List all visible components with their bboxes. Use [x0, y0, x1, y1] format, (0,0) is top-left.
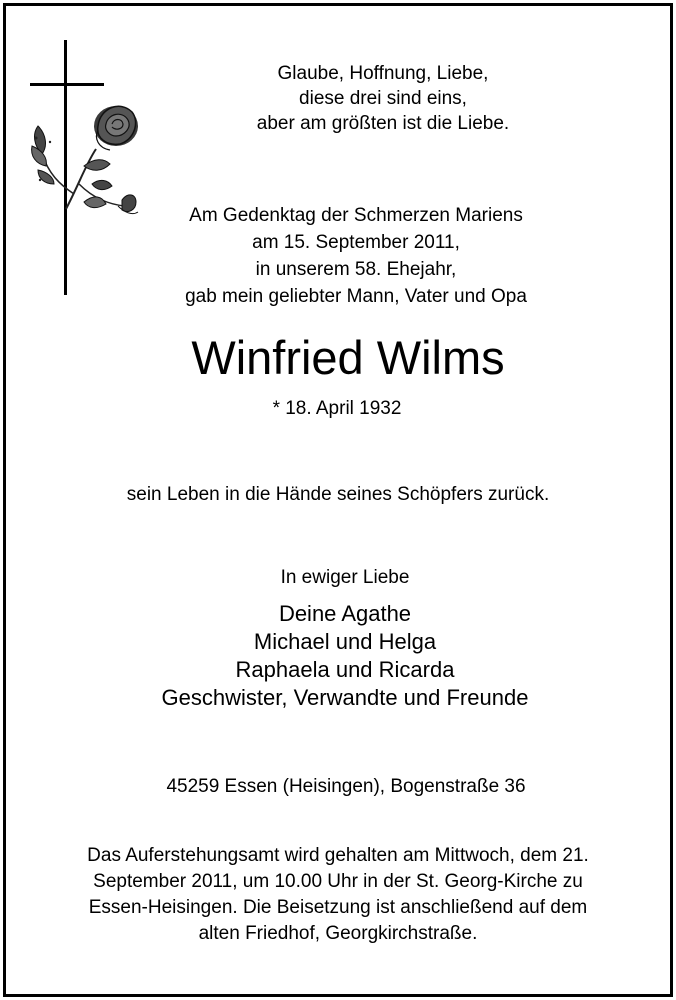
quote-line: diese drei sind eins,: [299, 88, 467, 109]
service-details: [0, 843, 676, 947]
intro-line: gab mein geliebter Mann, Vater und Opa: [185, 286, 527, 307]
quote-line: Glaube, Hoffnung, Liebe,: [277, 63, 489, 84]
service-line: Essen-Heisingen. Die Beisetzung ist anschließend auf dem: [88, 897, 588, 918]
deceased-name: Winfried Wilms: [191, 331, 505, 384]
mourner-line: Raphaela und Ricarda: [235, 657, 455, 682]
address: 45259 Essen (Heisingen), Bogenstraße 36: [166, 776, 526, 797]
intro-line: Am Gedenktag der Schmerzen Mariens: [189, 205, 523, 226]
intro-line: am 15. September 2011,: [252, 232, 460, 253]
bible-quote: [45, 61, 676, 136]
mourners-intro: In ewiger Liebe: [280, 567, 410, 588]
return-line: sein Leben in die Hände seines Schöpfers zurück.: [126, 484, 550, 505]
service-line: Das Auferstehungsamt wird gehalten am Mittwoch, dem 21.: [87, 845, 589, 866]
birth-date: * 18. April 1932: [272, 398, 402, 419]
intro-line: in unserem 58. Ehejahr,: [255, 259, 457, 280]
service-line: September 2011, um 10.00 Uhr in der St. Georg-Kirche zu: [93, 871, 583, 892]
mourner-line: Deine Agathe: [278, 601, 412, 626]
mourners-list: [7, 600, 676, 712]
quote-line: aber am größten ist die Liebe.: [256, 113, 510, 134]
death-announcement-intro: [18, 202, 676, 310]
mourner-line: Michael und Helga: [253, 629, 437, 654]
service-line: alten Friedhof, Georgkirchstraße.: [198, 923, 478, 944]
mourner-line: Geschwister, Verwandte und Freunde: [161, 685, 529, 710]
